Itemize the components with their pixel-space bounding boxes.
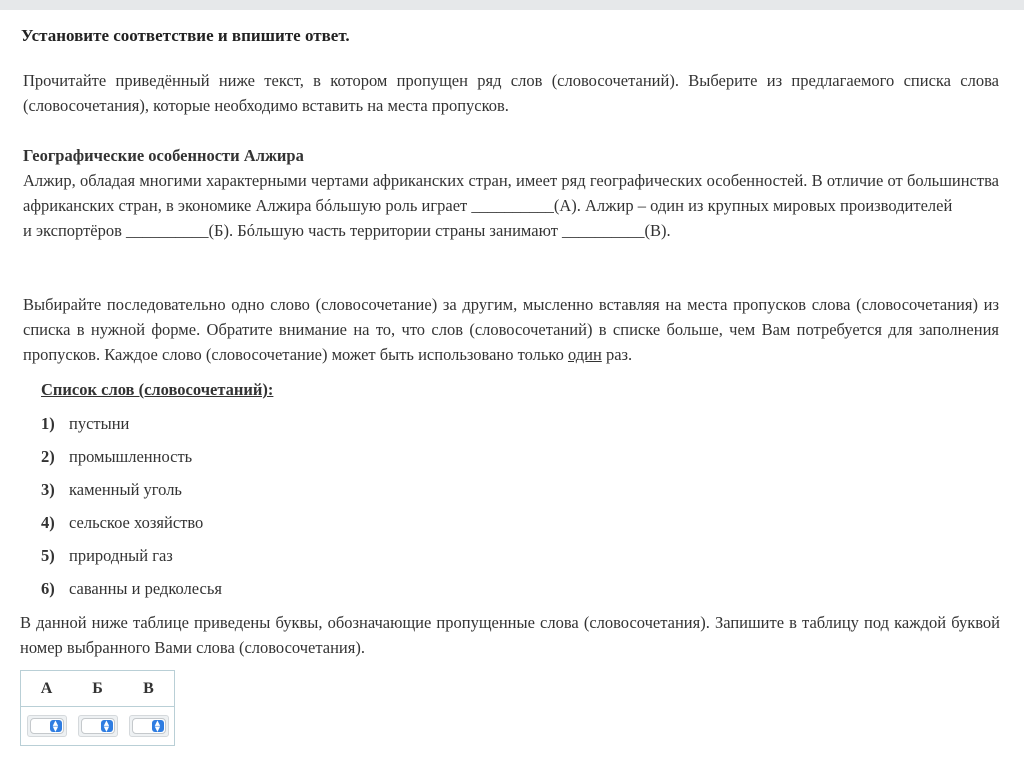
word-list [41,413,222,611]
list-item-text: сельское хозяйство [69,513,204,532]
list-item-text: пустыни [69,414,130,433]
list-item-number: 5) [41,546,55,565]
up-down-arrows-icon: ▲ ▼ [152,720,164,732]
list-item-text: саванны и редколесья [69,579,222,598]
answer-table [20,670,175,746]
list-item-number: 6) [41,579,55,598]
instructions-paragraph [23,292,999,367]
list-item-number: 2) [41,447,55,466]
instructions-text: Выбирайте последовательно одно слово (словосочетание) за другим, мысленно вставляя на места пропусков слова (словосочетания) из списка в нужной форме. Обратите внимание на то, что слов (словосочетаний) в списке больше, чем Вам потребуется для заполнения пропусков. Каждое слово (словосочетание) может быть использовано только [23,295,999,364]
top-bar [0,0,1024,10]
list-item-number: 4) [41,513,55,532]
list-item-number: 1) [41,414,55,433]
answer-column-b: Б [72,671,123,707]
article-text-part1: Алжир, обладая многими характерными чертами африканских стран, имеет ряд географических особенностей. В отличие от большинства африканских стран, в экономике Алжира бóльшую роль играет __________(А). Алжир – один из крупных мировых производителей [23,171,999,215]
article-title: Географические особенности Алжира [23,146,304,165]
table-intro-paragraph: В данной ниже таблице приведены буквы, обозначающие пропущенные слова (словосочетания). Запишите в таблицу под каждой буквой номер выбранного Вами слова (словосочетания). [20,613,1000,657]
instructions-emphasis: один [567,345,602,364]
answer-select-a[interactable] [27,715,67,737]
list-item [41,545,222,578]
list-item-text: промышленность [69,447,193,466]
article [23,143,999,243]
answer-column-c: В [123,671,175,707]
list-item [41,446,222,479]
answer-cell-c [123,707,175,746]
list-item [41,479,222,512]
up-down-arrows-icon: ▲ ▼ [50,720,62,732]
answer-cell-a [21,707,73,746]
instructions-end: раз. [605,345,633,364]
list-item [41,578,222,611]
list-item [41,413,222,446]
select-field [132,718,166,734]
list-item-number: 3) [41,480,55,499]
task-title: Установите соответствие и впишите ответ. [21,26,350,45]
up-down-arrows-icon: ▲ ▼ [101,720,113,732]
intro-paragraph: Прочитайте приведённый ниже текст, в котором пропущен ряд слов (словосочетаний). Выберите из предлагаемого списка слова (словосочетания), которые необходимо вставить на места пропусков. [23,71,999,115]
answer-column-a: А [21,671,73,707]
select-field [81,718,115,734]
list-item [41,512,222,545]
word-list-title: Список слов (словосочетаний): [41,380,274,399]
article-text-part2: и экспортёров __________(Б). Бóльшую часть территории страны занимают __________(В). [23,221,671,240]
list-item-text: каменный уголь [69,480,182,499]
answer-cell-b [72,707,123,746]
answer-select-c[interactable] [129,715,169,737]
answer-select-b[interactable] [78,715,118,737]
list-item-text: природный газ [69,546,173,565]
select-field [30,718,64,734]
